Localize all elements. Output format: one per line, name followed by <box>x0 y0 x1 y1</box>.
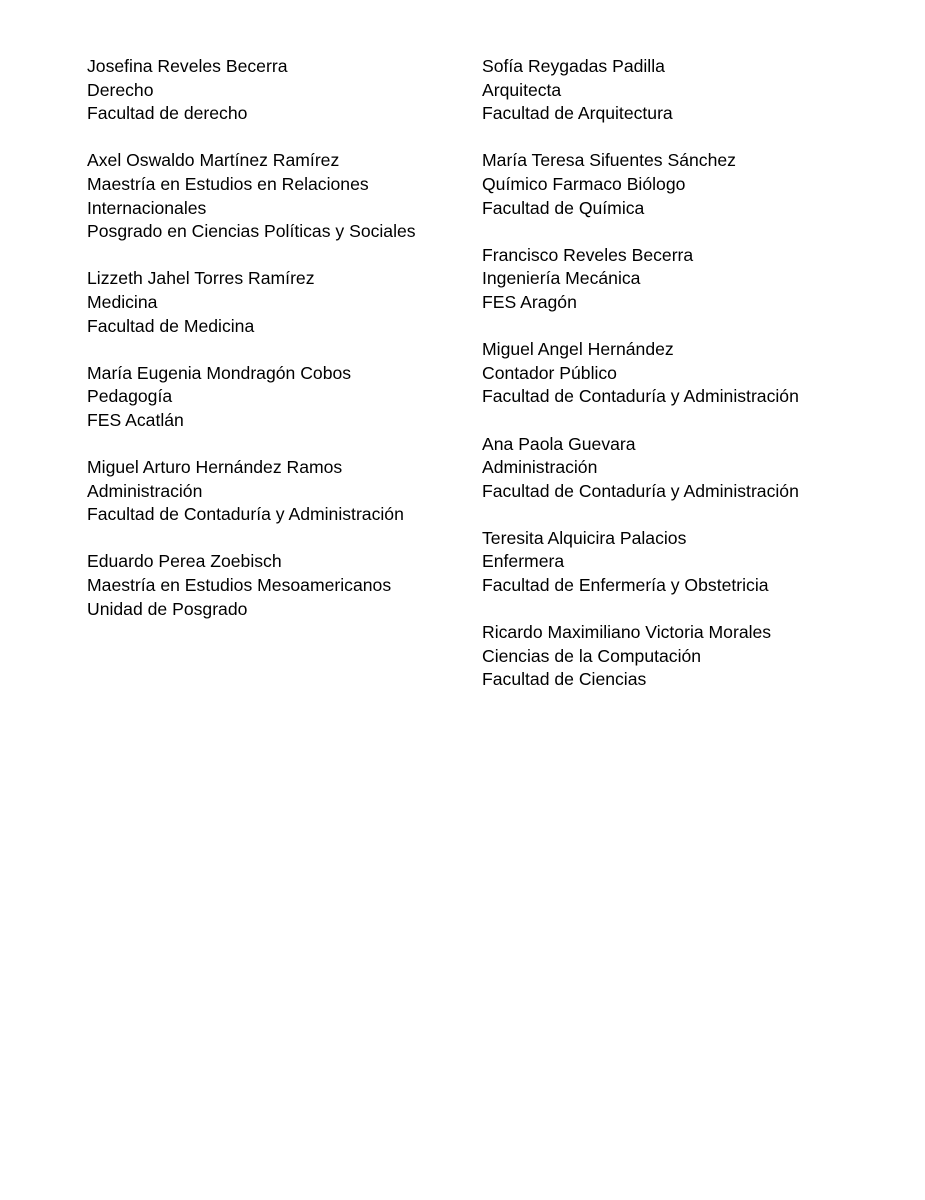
person-name: Sofía Reygadas Padilla <box>482 56 665 76</box>
person-faculty: Facultad de derecho <box>87 103 248 124</box>
person-name: Teresita Alquicira Palacios <box>482 527 687 548</box>
person-entry <box>482 55 902 126</box>
person-faculty: Facultad de Química <box>482 197 645 218</box>
person-name: Josefina Reveles Becerra <box>87 56 288 76</box>
person-program: Ciencias de la Computación <box>482 645 702 666</box>
person-entry <box>87 149 447 243</box>
person-name: Eduardo Perea Zoebisch <box>87 551 282 572</box>
person-entry <box>87 456 447 527</box>
right-column <box>482 55 902 716</box>
person-program: Pedagogía <box>87 386 173 407</box>
person-program: Administración <box>482 457 598 478</box>
person-program: Administración <box>87 480 203 501</box>
person-entry <box>482 433 902 504</box>
person-name: Miguel Arturo Hernández Ramos <box>87 457 343 478</box>
person-name: Axel Oswaldo Martínez Ramírez <box>87 150 340 171</box>
person-entry <box>482 244 902 315</box>
left-column <box>87 55 447 645</box>
person-faculty: Facultad de Contaduría y Administración <box>87 504 404 525</box>
person-program: Derecho <box>87 79 154 100</box>
person-name: Ana Paola Guevara <box>482 433 636 454</box>
person-name: Ricardo Maximiliano Victoria Morales <box>482 622 772 643</box>
person-program: Internacionales <box>87 197 207 218</box>
person-program: Arquitecta <box>482 79 562 100</box>
person-name: Miguel Angel Hernández <box>482 339 674 360</box>
person-faculty: Facultad de Ciencias <box>482 669 647 690</box>
person-name: Francisco Reveles Becerra <box>482 244 694 265</box>
person-name: María Teresa Sifuentes Sánchez <box>482 150 736 171</box>
person-name: María Eugenia Mondragón Cobos <box>87 362 352 383</box>
person-entry <box>482 527 902 598</box>
person-entry <box>482 621 902 692</box>
person-faculty: FES Acatlán <box>87 409 184 430</box>
person-faculty: Facultad de Arquitectura <box>482 103 673 124</box>
person-program: Medicina <box>87 291 158 312</box>
person-faculty: Facultad de Enfermería y Obstetricia <box>482 575 769 596</box>
person-faculty: Unidad de Posgrado <box>87 598 248 619</box>
person-program: Maestría en Estudios Mesoamericanos <box>87 575 392 596</box>
person-program: Ingeniería Mecánica <box>482 268 641 289</box>
person-entry <box>87 267 447 338</box>
person-program: Contador Público <box>482 362 617 383</box>
person-program: Enfermera <box>482 551 565 572</box>
person-entry <box>482 149 902 220</box>
person-entry <box>87 362 447 433</box>
person-entry <box>87 550 447 621</box>
person-program: Químico Farmaco Biólogo <box>482 173 686 194</box>
person-faculty: Facultad de Medicina <box>87 315 255 336</box>
person-entry <box>482 338 902 409</box>
person-name: Lizzeth Jahel Torres Ramírez <box>87 268 315 289</box>
person-entry <box>87 55 447 126</box>
person-faculty: Facultad de Contaduría y Administración <box>482 480 799 501</box>
person-faculty: Facultad de Contaduría y Administración <box>482 386 799 407</box>
person-program: Maestría en Estudios en Relaciones <box>87 173 369 194</box>
person-faculty: FES Aragón <box>482 291 577 312</box>
person-faculty: Posgrado en Ciencias Políticas y Sociales <box>87 221 416 242</box>
